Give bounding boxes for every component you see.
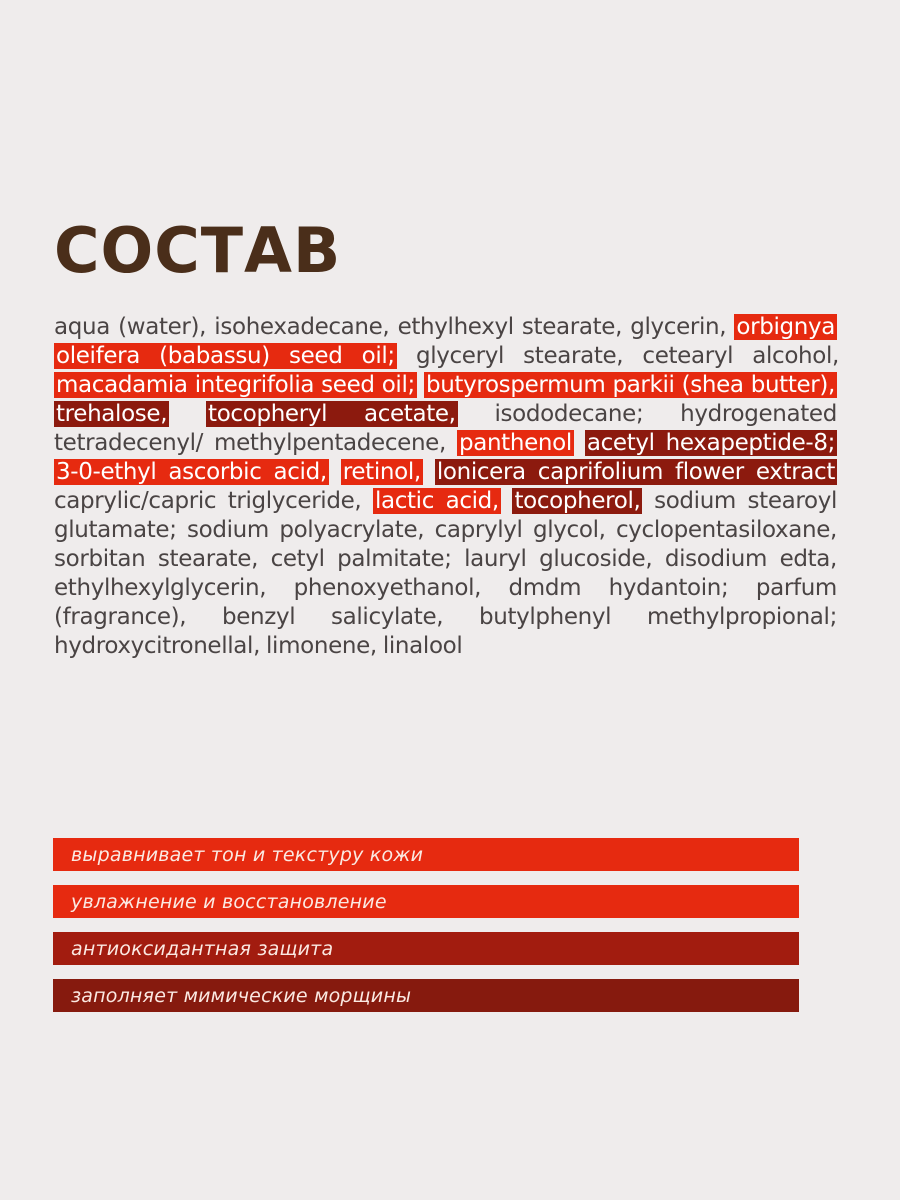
highlight-tocopheryl-acetate: tocopheryl acetate, bbox=[208, 401, 456, 427]
benefit-bar-moisture: увлажнение и восстановление bbox=[53, 885, 799, 918]
ingredient-text: aqua (water), isohexadecane, ethylhexyl stearate, glycerin, bbox=[54, 314, 727, 340]
highlight-tocopherol: tocopherol, bbox=[514, 488, 641, 514]
benefit-bar-antioxidant: антиоксидантная защита bbox=[53, 932, 799, 965]
ingredients-list bbox=[54, 313, 837, 661]
highlight-trehalose: trehalose, bbox=[56, 401, 168, 427]
highlight-lonicera-extract: lonicera caprifolium flower extract bbox=[436, 459, 836, 485]
benefit-bar-tone: выравнивает тон и текстуру кожи bbox=[53, 838, 799, 871]
ingredient-text: sodium stearoyl glutamate; sodium polyacrylate, caprylyl glycol, cyclopentasiloxane, sorbitan stearate, cetyl palmitate; lauryl glucoside, disodium edta, ethylhexylglycerin, phenoxyethanol, dmdm hydantoin; parfum (fragrance), benzyl salicylate, butylphenyl methylpropional; hydroxycitronellal, limonene, linalool bbox=[54, 488, 838, 659]
highlight-acetyl-hexapeptide: acetyl hexapeptide-8; bbox=[586, 430, 836, 456]
ingredient-text: glyceryl stearate, cetearyl alcohol, bbox=[415, 343, 839, 369]
ingredient-text: caprylic/capric triglyceride, bbox=[54, 488, 362, 514]
ingredient-text: isododecane; hydrogenated tetradecenyl/ methylpentadecene, bbox=[54, 401, 837, 456]
page-title: СОСТАВ bbox=[54, 214, 342, 287]
highlight-babassu-oil: orbignya oleifera (babassu) seed oil; bbox=[56, 314, 836, 369]
benefit-bar-wrinkles: заполняет мимические морщины bbox=[53, 979, 799, 1012]
highlight-shea-butter: butyrospermum parkii (shea butter), bbox=[425, 372, 835, 398]
highlight-panthenol: panthenol bbox=[458, 430, 572, 456]
highlight-retinol: retinol, bbox=[342, 459, 421, 485]
highlight-lactic-acid: lactic acid, bbox=[374, 488, 499, 514]
highlight-macadamia-oil: macadamia integrifolia seed oil; bbox=[56, 372, 415, 398]
benefits-list bbox=[53, 838, 799, 1026]
highlight-ascorbic-acid: 3-0-ethyl ascorbic acid, bbox=[56, 459, 327, 485]
